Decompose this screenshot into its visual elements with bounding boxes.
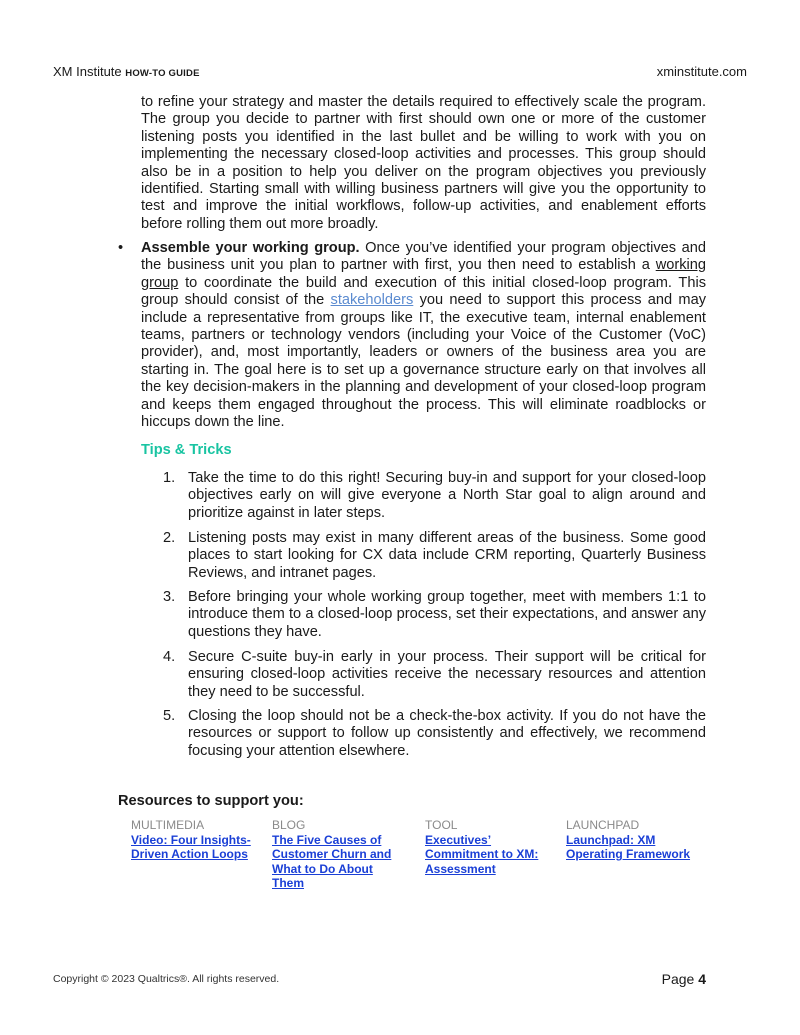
page-number-value: 4	[698, 971, 706, 987]
guide-label: HOW-TO GUIDE	[125, 68, 200, 79]
bullet-text-a: Once you’ve identified your program objectives and the business unit you plan to partner with first, you then need to establish a	[141, 240, 707, 274]
tip-text: Before bringing your whole working group together, meet with members 1:1 to introduce them to a closed-loop process, set their expectations, and answer any questions they have.	[188, 589, 706, 640]
resource-blog	[272, 818, 400, 891]
resource-category: MULTIMEDIA	[131, 818, 205, 832]
page-header	[53, 64, 747, 82]
resource-tool	[425, 818, 553, 876]
resource-category: LAUNCHPAD	[566, 818, 640, 832]
tip-text: Listening posts may exist in many different areas of the business. Some good places to start looking for CX data include CRM reporting, Quarterly Business Reviews, and intranet pages.	[188, 530, 706, 581]
copyright-notice: Copyright © 2023 Qualtrics®. All rights reserved.	[53, 973, 280, 985]
page-number	[662, 971, 706, 987]
header-brand	[53, 64, 200, 79]
tip-text: Closing the loop should not be a check-the-box activity. If you do not have the resources or support to follow up consistently and effectively, we recommend focusing your attention elsewhere.	[188, 708, 706, 759]
resource-category: BLOG	[272, 818, 306, 832]
tip-number: 2.	[163, 530, 176, 546]
tip-text: Secure C-suite buy-in early in your process. Their support will be critical for ensuring closed-loop activities receive the necessary resources and attention they need to be successful.	[188, 649, 706, 700]
resource-multimedia	[131, 818, 259, 862]
tip-text: Take the time to do this right! Securing buy-in and support for your closed-loop objectives early on will give everyone a North Star goal to align around and prioritize against in later steps.	[188, 470, 706, 521]
page-label: Page	[661, 971, 695, 987]
bullet-lead: Assemble your working group.	[141, 240, 360, 256]
resource-link[interactable]: Executives’ Commitment to XM: Assessment	[425, 832, 539, 876]
bullet-text-b: to coordinate the build and execution of this initial closed-loop program. This group should consist of the	[141, 274, 706, 309]
tip-number: 4.	[163, 649, 176, 665]
tip-number: 1.	[163, 470, 176, 486]
bullet-text-c: you need to support this process and may include a representative from groups like IT, the executive team, internal enablement teams, partners or technology vendors (including your Voice of the Customer (VoC) provider), and, most importantly, leaders or owners of the business area you are starting in. The goal here is to set up a governance structure early on that involves all the key decision-makers in the planning and development of your closed-loop program and keeps them engaged throughout the process. This will eliminate roadblocks or hiccups down the line.	[141, 292, 706, 431]
resource-link[interactable]: Video: Four Insights-Driven Action Loops	[131, 832, 251, 861]
resource-link[interactable]: Launchpad: XM Operating Framework	[566, 832, 691, 861]
resource-link[interactable]: The Five Causes of Customer Churn and What to Do About Them	[272, 832, 392, 890]
bullet-marker: •	[118, 240, 124, 256]
working-group-link[interactable]: working group	[141, 257, 706, 291]
tips-heading: Tips & Tricks	[141, 442, 232, 458]
bullet-text	[141, 240, 706, 431]
stakeholders-link[interactable]: stakeholders	[330, 292, 414, 309]
org-name: XM Institute	[53, 64, 122, 79]
continuation-paragraph: to refine your strategy and master the details required to effectively scale the program. The group you decide to partner with first should own one or more of the customer listening posts you identified in the last bullet and be willing to work with you on implementing the necessary closed-loop activities and processes. This group should also be in a position to help you deliver on the program objectives you previously identified. Starting small with willing business partners will give you the opportunity to test and improve the initial workflows, follow-up activities, and enablement efforts before rolling them out more broadly.	[141, 94, 706, 232]
tip-number: 3.	[163, 589, 176, 605]
resources-heading: Resources to support you:	[118, 793, 304, 809]
tip-number: 5.	[163, 708, 176, 724]
resource-category: TOOL	[425, 818, 458, 832]
site-url: xminstitute.com	[656, 64, 747, 79]
resource-launchpad	[566, 818, 706, 862]
